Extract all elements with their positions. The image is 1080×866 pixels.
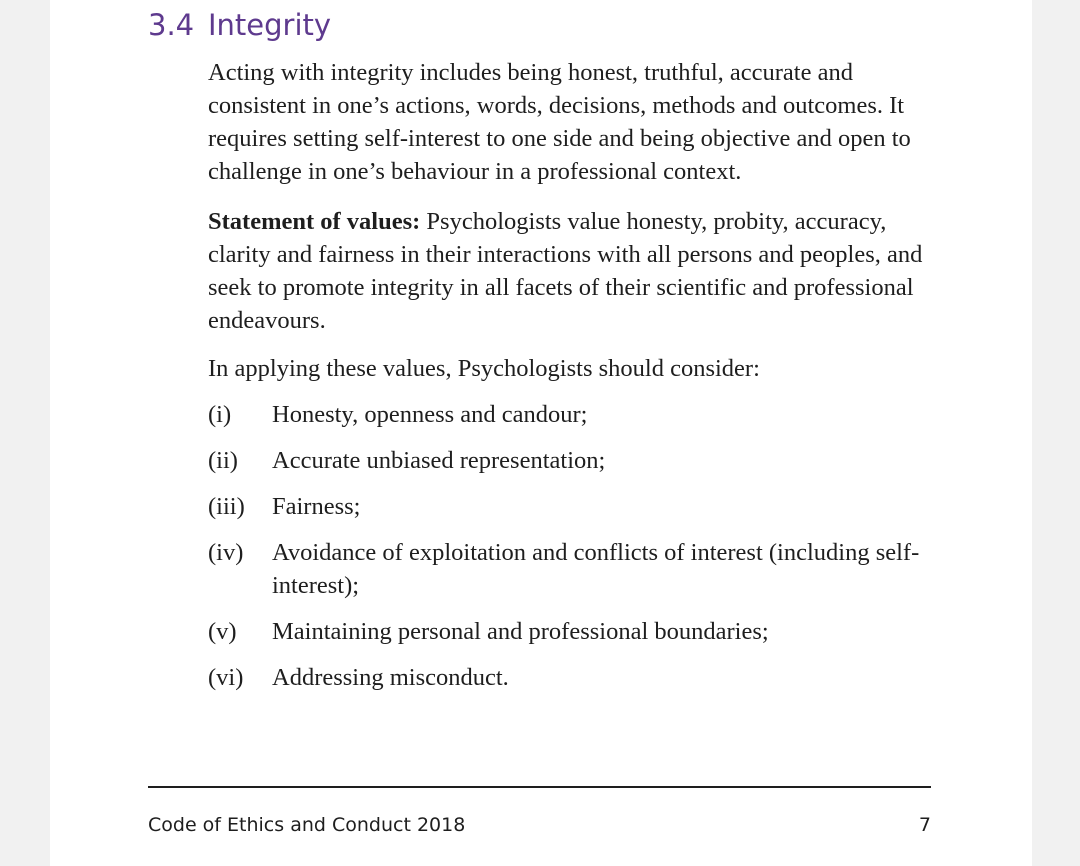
list-item-label: (iii) [208,493,245,520]
list-item [208,661,948,694]
list-item [208,398,948,431]
list-item-label: (v) [208,618,237,645]
section-body [208,56,948,707]
list-item-label: (iv) [208,539,244,566]
document-page [50,0,1032,866]
list-item-label: (i) [208,401,232,428]
list-item [208,615,948,648]
section-number: 3.4 [148,8,195,42]
definition-paragraph: Acting with integrity includes being honest, truthful, accurate and consistent in one’s actions, words, decisions, methods and outcomes. It requires setting self-interest to one side and being objective and open to challenge in one’s behaviour in a professional context. [208,59,911,185]
footer-divider [148,786,931,788]
list-item-text: Fairness; [272,493,361,520]
list-item-text: Maintaining personal and professional boundaries; [272,618,769,645]
list-item [208,490,948,523]
section-heading [148,8,331,42]
list-item-label: (ii) [208,447,238,474]
list-item [208,444,948,477]
footer-page-number: 7 [918,814,931,836]
list-item-label: (vi) [208,664,244,691]
list-item-text: Avoidance of exploitation and conflicts of interest (including self-interest); [272,539,920,599]
section-title: Integrity [208,8,332,42]
statement-of-values-paragraph [208,205,948,337]
statement-text: Psychologists value honesty, probity, accuracy, clarity and fairness in their interactions with all persons and peoples, and seek to promote integrity in all facets of their scientific and professional endeavours. [208,208,923,334]
considerations-list [208,398,948,694]
considerations-intro: In applying these values, Psychologists should consider: [208,355,760,382]
list-item-text: Accurate unbiased representation; [272,447,606,474]
list-item-text: Honesty, openness and candour; [272,401,588,428]
statement-label: Statement of values: [208,208,421,235]
list-item-text: Addressing misconduct. [272,664,509,691]
footer-document-title: Code of Ethics and Conduct 2018 [148,814,466,836]
list-item [208,536,948,602]
